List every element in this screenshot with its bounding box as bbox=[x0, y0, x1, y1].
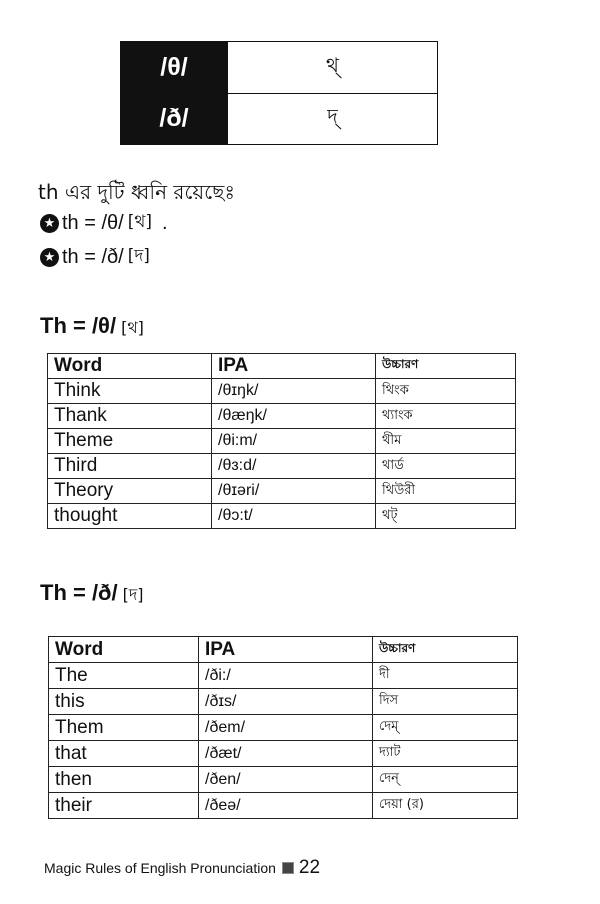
footer-title: Magic Rules of English Pronunciation bbox=[44, 860, 276, 876]
column-header: Word bbox=[49, 637, 199, 663]
word-cell: that bbox=[49, 741, 199, 767]
word-cell: The bbox=[49, 663, 199, 689]
rule-text: th = /ð/ bbox=[62, 245, 124, 268]
table-row bbox=[48, 379, 516, 404]
word-cell: Theory bbox=[48, 479, 212, 504]
word-cell: Thank bbox=[48, 404, 212, 429]
table-row bbox=[49, 715, 518, 741]
ipa-cell: /θɔ:t/ bbox=[212, 504, 376, 529]
word-cell: this bbox=[49, 689, 199, 715]
symbol-table bbox=[120, 41, 438, 145]
symbol-row bbox=[121, 93, 437, 144]
ipa-cell: /ðæt/ bbox=[199, 741, 373, 767]
symbol-ipa: /ð/ bbox=[121, 93, 227, 144]
word-cell: Third bbox=[48, 454, 212, 479]
table-header-row bbox=[48, 354, 516, 379]
rule-line bbox=[40, 243, 150, 271]
table-row bbox=[49, 793, 518, 819]
rule-line bbox=[40, 209, 168, 237]
table-row bbox=[48, 479, 516, 504]
ipa-cell: /ði:/ bbox=[199, 663, 373, 689]
bangla-cell: থট্ bbox=[376, 504, 516, 529]
column-header: উচ্চারণ bbox=[376, 354, 516, 379]
column-header: IPA bbox=[212, 354, 376, 379]
intro-text: th এর দুটি ধ্বনি রয়েছেঃ bbox=[38, 180, 236, 204]
section-heading-text: Th = /θ/ bbox=[40, 313, 117, 338]
table-row bbox=[49, 663, 518, 689]
bangla-cell: থার্ড bbox=[376, 454, 516, 479]
page-footer bbox=[44, 857, 320, 879]
bangla-cell: থ্যাংক bbox=[376, 404, 516, 429]
table-row bbox=[49, 689, 518, 715]
section-heading bbox=[40, 313, 144, 342]
table-row bbox=[48, 429, 516, 454]
section-heading-text: Th = /ð/ bbox=[40, 580, 118, 605]
word-table bbox=[47, 353, 516, 529]
bangla-cell: দিস bbox=[373, 689, 518, 715]
ipa-cell: /θi:m/ bbox=[212, 429, 376, 454]
table-row bbox=[48, 454, 516, 479]
square-icon bbox=[282, 862, 294, 874]
ipa-cell: /θæŋk/ bbox=[212, 404, 376, 429]
ipa-cell: /θɪŋk/ bbox=[212, 379, 376, 404]
table-row bbox=[49, 741, 518, 767]
star-circle-icon: ★ bbox=[40, 248, 59, 267]
bangla-cell: দেয়া (র) bbox=[373, 793, 518, 819]
word-cell: Theme bbox=[48, 429, 212, 454]
ipa-cell: /θɪəri/ bbox=[212, 479, 376, 504]
ipa-cell: /ðeə/ bbox=[199, 793, 373, 819]
page-number: 22 bbox=[298, 857, 321, 878]
bangla-cell: দ্যাট bbox=[373, 741, 518, 767]
word-cell: Think bbox=[48, 379, 212, 404]
bangla-cell: থিউরী bbox=[376, 479, 516, 504]
word-cell: Them bbox=[49, 715, 199, 741]
table-row bbox=[48, 404, 516, 429]
symbol-bangla: থ্ bbox=[227, 42, 437, 93]
column-header: Word bbox=[48, 354, 212, 379]
word-cell: their bbox=[49, 793, 199, 819]
column-header: IPA bbox=[199, 637, 373, 663]
bangla-cell: দেন্ bbox=[373, 767, 518, 793]
section-heading-bangla: [দ] bbox=[122, 585, 144, 604]
word-cell: then bbox=[49, 767, 199, 793]
table-row bbox=[48, 504, 516, 529]
bangla-cell: দেম্ bbox=[373, 715, 518, 741]
ipa-cell: /ðɪs/ bbox=[199, 689, 373, 715]
section-heading-bangla: [থ] bbox=[121, 318, 144, 337]
section-heading bbox=[40, 580, 144, 609]
table-row bbox=[49, 767, 518, 793]
ipa-cell: /θɜ:d/ bbox=[212, 454, 376, 479]
symbol-row bbox=[121, 42, 437, 94]
table-header-row bbox=[49, 637, 518, 663]
word-table bbox=[48, 636, 518, 819]
bangla-cell: থিংক bbox=[376, 379, 516, 404]
ipa-cell: /ðen/ bbox=[199, 767, 373, 793]
ipa-cell: /ðem/ bbox=[199, 715, 373, 741]
rule-suffix: . bbox=[162, 211, 168, 234]
symbol-ipa: /θ/ bbox=[121, 42, 227, 93]
rule-bangla: [দ] bbox=[127, 246, 150, 266]
column-header: উচ্চারণ bbox=[373, 637, 518, 663]
rule-text: th = /θ/ bbox=[62, 211, 124, 234]
rule-bangla: [থ] bbox=[127, 212, 152, 232]
symbol-bangla: দ্ bbox=[227, 93, 437, 144]
word-cell: thought bbox=[48, 504, 212, 529]
bangla-cell: দী bbox=[373, 663, 518, 689]
star-circle-icon: ★ bbox=[40, 214, 59, 233]
bangla-cell: থীম bbox=[376, 429, 516, 454]
